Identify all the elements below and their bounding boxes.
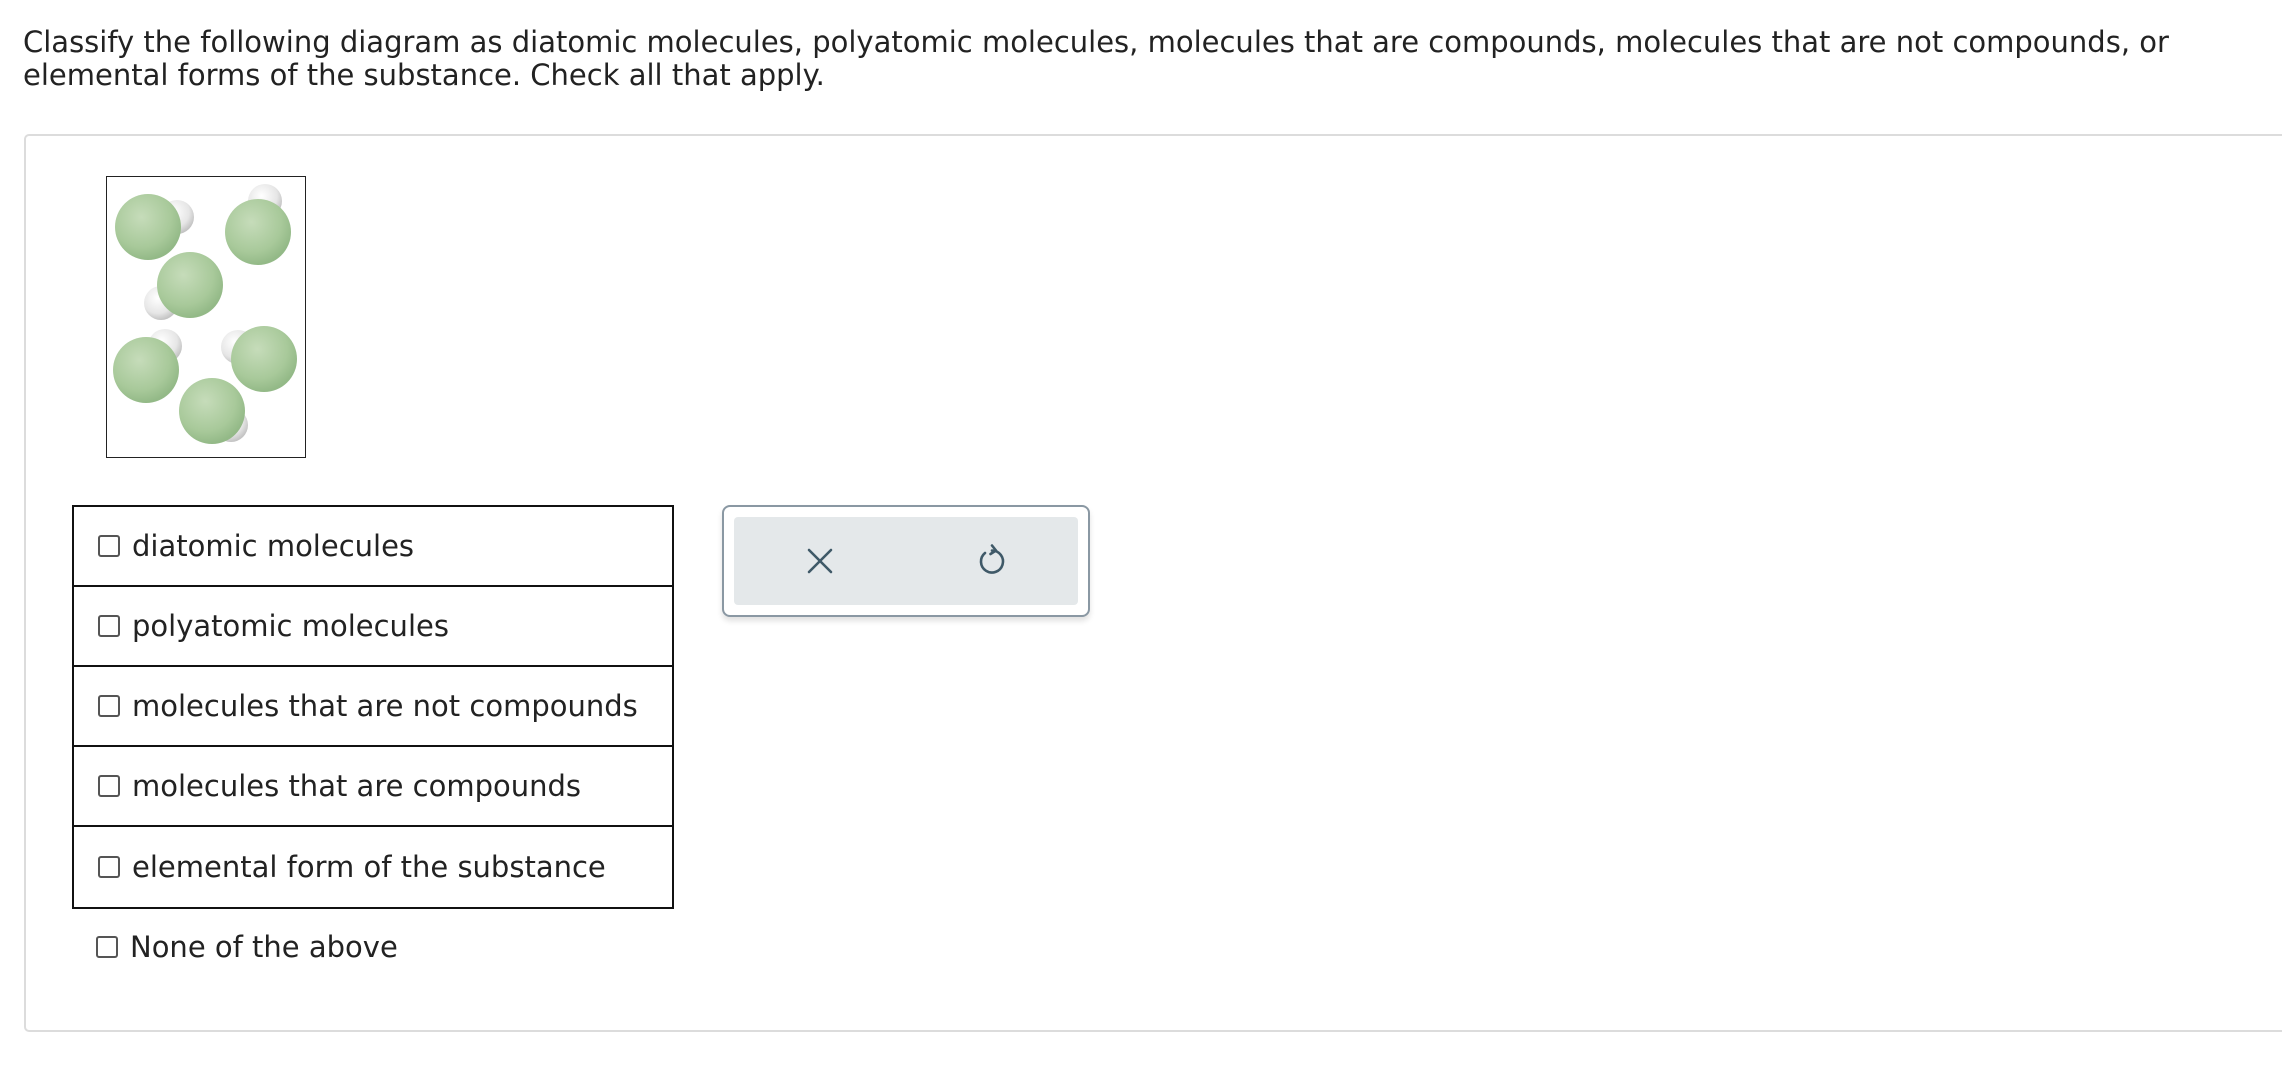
option-label: molecules that are compounds [132,769,582,803]
checkbox[interactable] [98,856,120,878]
option-label: diatomic molecules [132,529,415,563]
molecule-diagram-svg [107,177,304,456]
checkbox[interactable] [98,615,120,637]
checkbox[interactable] [98,775,120,797]
molecule [221,326,297,392]
option-label: molecules that are not compounds [132,689,638,723]
large-atom [113,337,179,403]
molecule [179,378,248,444]
molecule [113,329,182,403]
large-atom [225,199,291,265]
close-icon [805,546,835,576]
option-not-compounds[interactable] [74,667,672,747]
option-polyatomic-molecules[interactable] [74,587,672,667]
large-atom [115,194,181,260]
toolbar-inner [734,517,1078,605]
molecule [144,252,223,320]
option-compounds[interactable] [74,747,672,827]
option-diatomic-molecules[interactable] [74,507,672,587]
checkbox[interactable] [98,535,120,557]
large-atom [231,326,297,392]
large-atom [179,378,245,444]
molecule-diagram [106,176,306,458]
option-label: None of the above [130,930,398,964]
option-label: polyatomic molecules [132,609,449,643]
checkbox[interactable] [96,936,118,958]
answer-toolbar [722,505,1090,617]
molecule [115,194,194,260]
option-elemental-form[interactable] [74,827,672,907]
option-label: elemental form of the substance [132,850,606,884]
undo-button[interactable] [906,517,1078,605]
answer-options [72,505,674,909]
clear-button[interactable] [734,517,906,605]
undo-icon [976,544,1008,578]
checkbox[interactable] [98,695,120,717]
large-atom [157,252,223,318]
question-prompt: Classify the following diagram as diatomic molecules, polyatomic molecules, molecules that are compounds, molecules that are not compounds, or elemental forms of the substance. Check all that apply. [23,25,2169,92]
molecule [225,184,291,265]
option-none-of-the-above[interactable] [96,930,398,964]
